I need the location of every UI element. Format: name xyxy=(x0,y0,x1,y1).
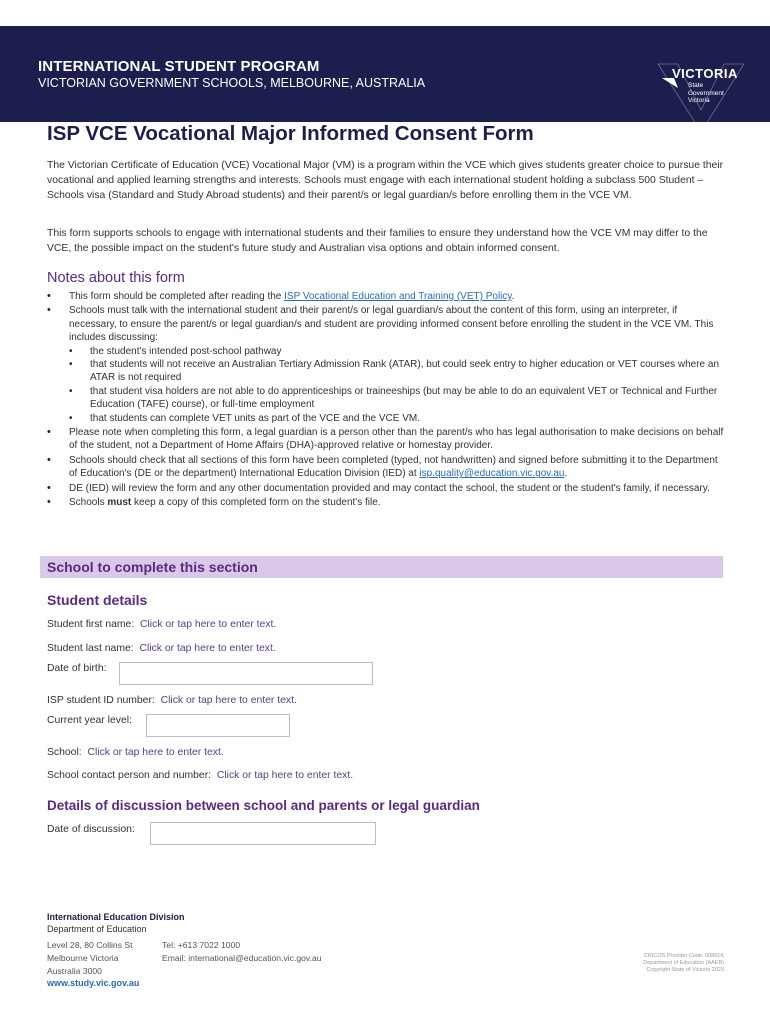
list-item: • DE (IED) will review the form and any other documentation provided and may contact the school, the student or the student's family, if necessary. xyxy=(47,482,725,495)
program-title: INTERNATIONAL STUDENT PROGRAM xyxy=(38,58,320,75)
list-item: • that student visa holders are not able to do apprenticeships or traineeships (but may be able to do an equivalent VET or Technical and Further Education (TAFE) course), or full-time employment xyxy=(69,385,725,412)
first-name-field[interactable]: Click or tap here to enter text. xyxy=(140,619,277,630)
contact-field[interactable]: Click or tap here to enter text. xyxy=(216,770,354,781)
footer-fine-print: CRICOS Provider Code: 00861K Department of Education (AAEB) Copyright State of Victoria 2023 xyxy=(643,953,724,973)
vet-policy-link[interactable]: ISP Vocational Education and Training (VET) Policy xyxy=(284,291,512,302)
list-item: • This form should be completed after reading the ISP Vocational Education and Training (VET) Policy. xyxy=(47,290,725,303)
isp-id-field[interactable]: Click or tap here to enter text. xyxy=(160,695,297,706)
isp-id-row: ISP student ID number: Click or tap here to enter text. xyxy=(47,695,297,706)
footer-contact: Tel: +613 7022 1000 Email: international@education.vic.gov.au xyxy=(162,940,322,963)
first-name-row: Student first name: Click or tap here to enter text. xyxy=(47,619,277,630)
student-details-heading: Student details xyxy=(47,592,148,608)
isp-quality-email-link[interactable]: isp.quality@education.vic.gov.au xyxy=(419,468,565,480)
list-item: • that students will not receive an Australian Tertiary Admission Rank (ATAR), but could seek entry to higher education or VET courses where an ATAR is not required xyxy=(69,358,725,385)
notes-list xyxy=(47,290,725,511)
section-band: School to complete this section xyxy=(40,556,723,578)
notes-heading: Notes about this form xyxy=(47,270,185,286)
footer-org: International Education Division xyxy=(47,912,185,922)
header-banner xyxy=(0,26,770,122)
discussion-heading: Details of discussion between school and parents or legal guardian xyxy=(47,798,480,813)
contact-row: School contact person and number: Click or tap here to enter text. xyxy=(47,770,354,781)
footer-dept: Department of Education xyxy=(47,924,147,934)
program-subtitle: VICTORIAN GOVERNMENT SCHOOLS, MELBOURNE, AUSTRALIA xyxy=(38,76,426,90)
list-item: • Schools must keep a copy of this completed form on the student's file. xyxy=(47,496,725,509)
year-level-input[interactable] xyxy=(146,714,290,737)
footer-website-link[interactable]: www.study.vic.gov.au xyxy=(47,978,140,988)
intro-paragraph-1: The Victorian Certificate of Education (VCE) Vocational Major (VM) is a program within the VCE which gives students greater choice to pursue their vocational and applied learning strengths and interests. Schools must engage with each international student holding a subclass 500 Student – Schools visa (Standard and Study Abroad students) and their parent/s or legal guardian/s before enrolling them in the VCE VM. xyxy=(47,160,724,201)
dob-input[interactable] xyxy=(119,662,373,685)
page-title: ISP VCE Vocational Major Informed Consent Form xyxy=(47,122,534,145)
last-name-row: Student last name: Click or tap here to enter text. xyxy=(47,643,276,654)
list-item: • Schools must talk with the international student and their parent/s or legal guardian/s about the content of this form, using an interpreter, if necessary, to ensure the parent/s or legal guardian/s and student are providing informed consent before enrolling the student in the VCE VM. This includes discussing: • the student's intended post-school pathway • that students will not receive an Australian Tertiary Admission Rank (ATAR), but could seek entry to higher education or VET courses where an ATAR is not required • that student visa holders are not able to do apprenticeships or traineeships (but may be able to do an equivalent VET or Technical and Further Education (TAFE) course), or full-time employment • that students can complete VET units as part of the VCE and the VCE VM. xyxy=(47,304,725,425)
intro-paragraph-2: This form supports schools to engage with international students and their families to ensure they understand how the VCE VM may differ to the VCE, the possible impact on the student's future study and Australian visa options and obtain informed consent. xyxy=(47,228,708,254)
year-level-label: Current year level: xyxy=(47,715,132,726)
discussion-date-label: Date of discussion: xyxy=(47,824,135,835)
school-field[interactable]: Click or tap here to enter text. xyxy=(87,747,224,758)
victoria-wordmark: VICTORIA xyxy=(672,66,738,81)
list-item: • the student's intended post-school pathway xyxy=(69,345,725,358)
list-item: • Please note when completing this form, a legal guardian is a person other than the parent/s who has legal authorisation to make decisions on behalf of the student, not a Department of Home Affairs (DHA)-approved relative or homestay provider. xyxy=(47,426,725,453)
last-name-field[interactable]: Click or tap here to enter text. xyxy=(139,643,276,654)
discussion-date-input[interactable] xyxy=(150,822,376,845)
list-item: • Schools should check that all sections of this form have been completed (typed, not handwritten) and signed before submitting it to the Department of Education's (DE or the department) International Education Division (IED) at isp.quality@education.vic.gov.au. xyxy=(47,454,725,481)
victoria-tagline: State Government Victoria xyxy=(688,82,724,104)
discussion-topics-list xyxy=(69,345,725,425)
dob-label: Date of birth: xyxy=(47,663,107,674)
footer-address: Level 28, 80 Collins St Melbourne Victoria Australia 3000 xyxy=(47,940,133,976)
list-item: • that students can complete VET units as part of the VCE and the VCE VM. xyxy=(69,412,725,425)
school-row: School: Click or tap here to enter text. xyxy=(47,747,224,758)
